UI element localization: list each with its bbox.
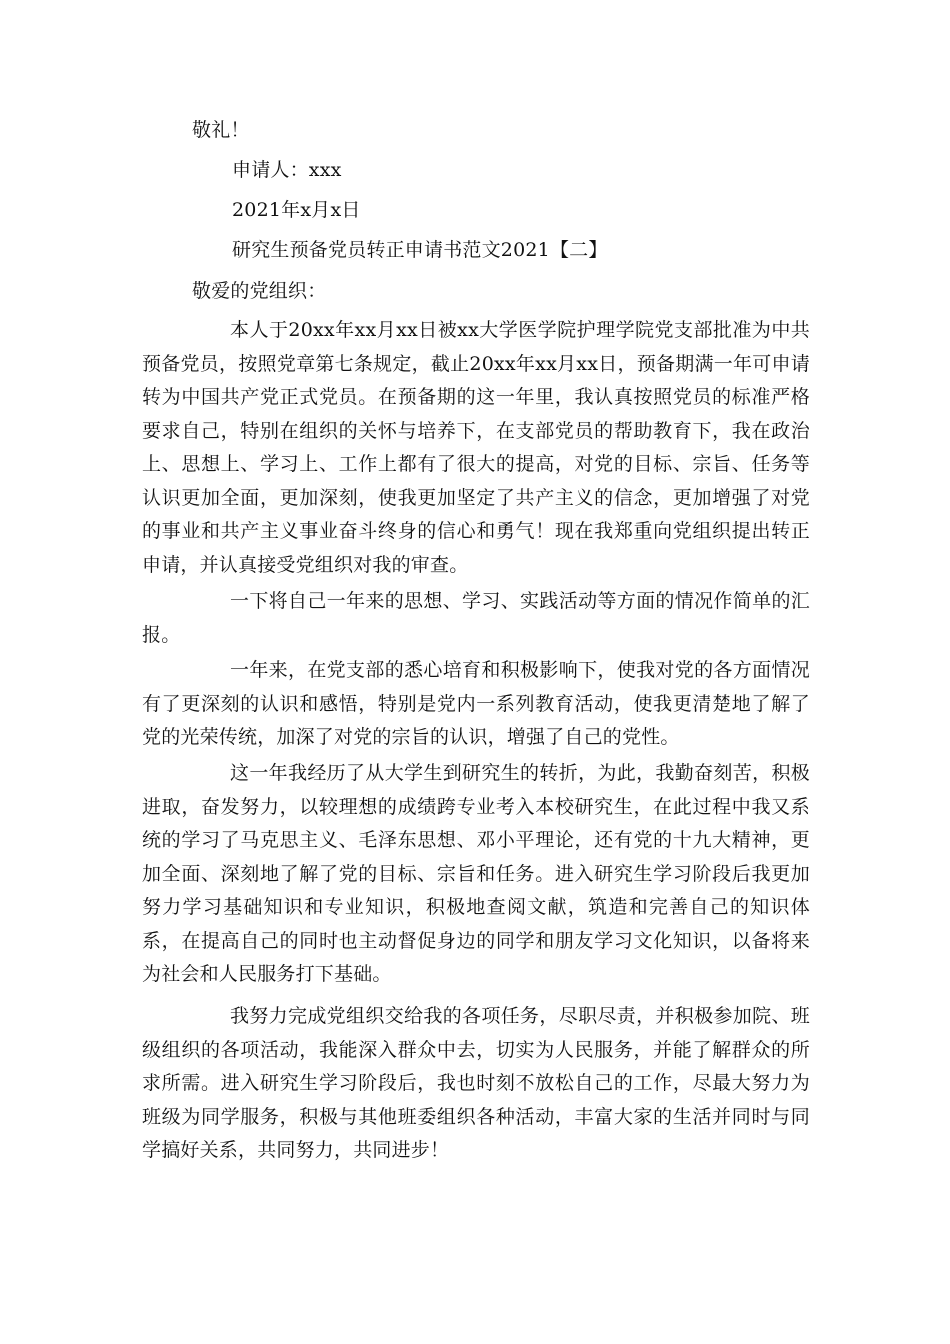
closing-line: 敬礼！: [192, 119, 250, 141]
paragraph-5: 我努力完成党组织交给我的各项任务，尽职尽责，并积极参加院、班级组织的各项活动，我能深入群众中去，切实为人民服务，并能了解群众的所求所需。进入研究生学习阶段后，我也时刻不放松自己的工作，尽最大努力为班级为同学服务，积极与其他班委组织各种活动，丰富大家的生活并同时与同学搞好关系，共同努力，共同进步！: [142, 1005, 810, 1161]
document-title: 研究生预备党员转正申请书范文2021【二】: [232, 239, 608, 261]
applicant-line: 申请人：xxx: [232, 159, 342, 181]
paragraph-4: 这一年我经历了从大学生到研究生的转折，为此，我勤奋刻苦，积极进取，奋发努力，以较理想的成绩跨专业考入本校研究生，在此过程中我又系统的学习了马克思主义、毛泽东思想、邓小平理论，还有党的十九大精神，更加全面、深刻地了解了党的目标、宗旨和任务。进入研究生学习阶段后我更加努力学习基础知识和专业知识，积极地查阅文献，筑造和完善自己的知识体系，在提高自己的同时也主动督促身边的同学和朋友学习文化知识，以备将来为社会和人民服务打下基础。: [142, 762, 810, 985]
paragraph-3: 一年来，在党支部的悉心培育和积极影响下，使我对党的各方面情况有了更深刻的认识和感悟，特别是党内一系列教育活动，使我更清楚地了解了党的光荣传统，加深了对党的宗旨的认识，增强了自己的党性。: [142, 659, 810, 748]
date-line: 2021年x月x日: [232, 199, 361, 221]
paragraph-2: 一下将自己一年来的思想、学习、实践活动等方面的情况作简单的汇报。: [142, 590, 810, 646]
salutation-line: 敬爱的党组织：: [192, 280, 327, 302]
paragraph-1: 本人于20xx年xx月xx日被xx大学医学院护理学院党支部批准为中共预备党员，按照党章第七条规定，截止20xx年xx月xx日，预备期满一年可申请转为中国共产党正式党员。在预备期的这一年里，我认真按照党员的标准严格要求自己，特别在组织的关怀与培养下，在支部党员的帮助教育下，我在政治上、思想上、学习上、工作上都有了很大的提高，对党的目标、宗旨、任务等认识更加全面，更加深刻，使我更加坚定了共产主义的信念，更加增强了对党的事业和共产主义事业奋斗终身的信心和勇气！现在我郑重向党组织提出转正申请，并认真接受党组织对我的审查。: [142, 319, 810, 576]
